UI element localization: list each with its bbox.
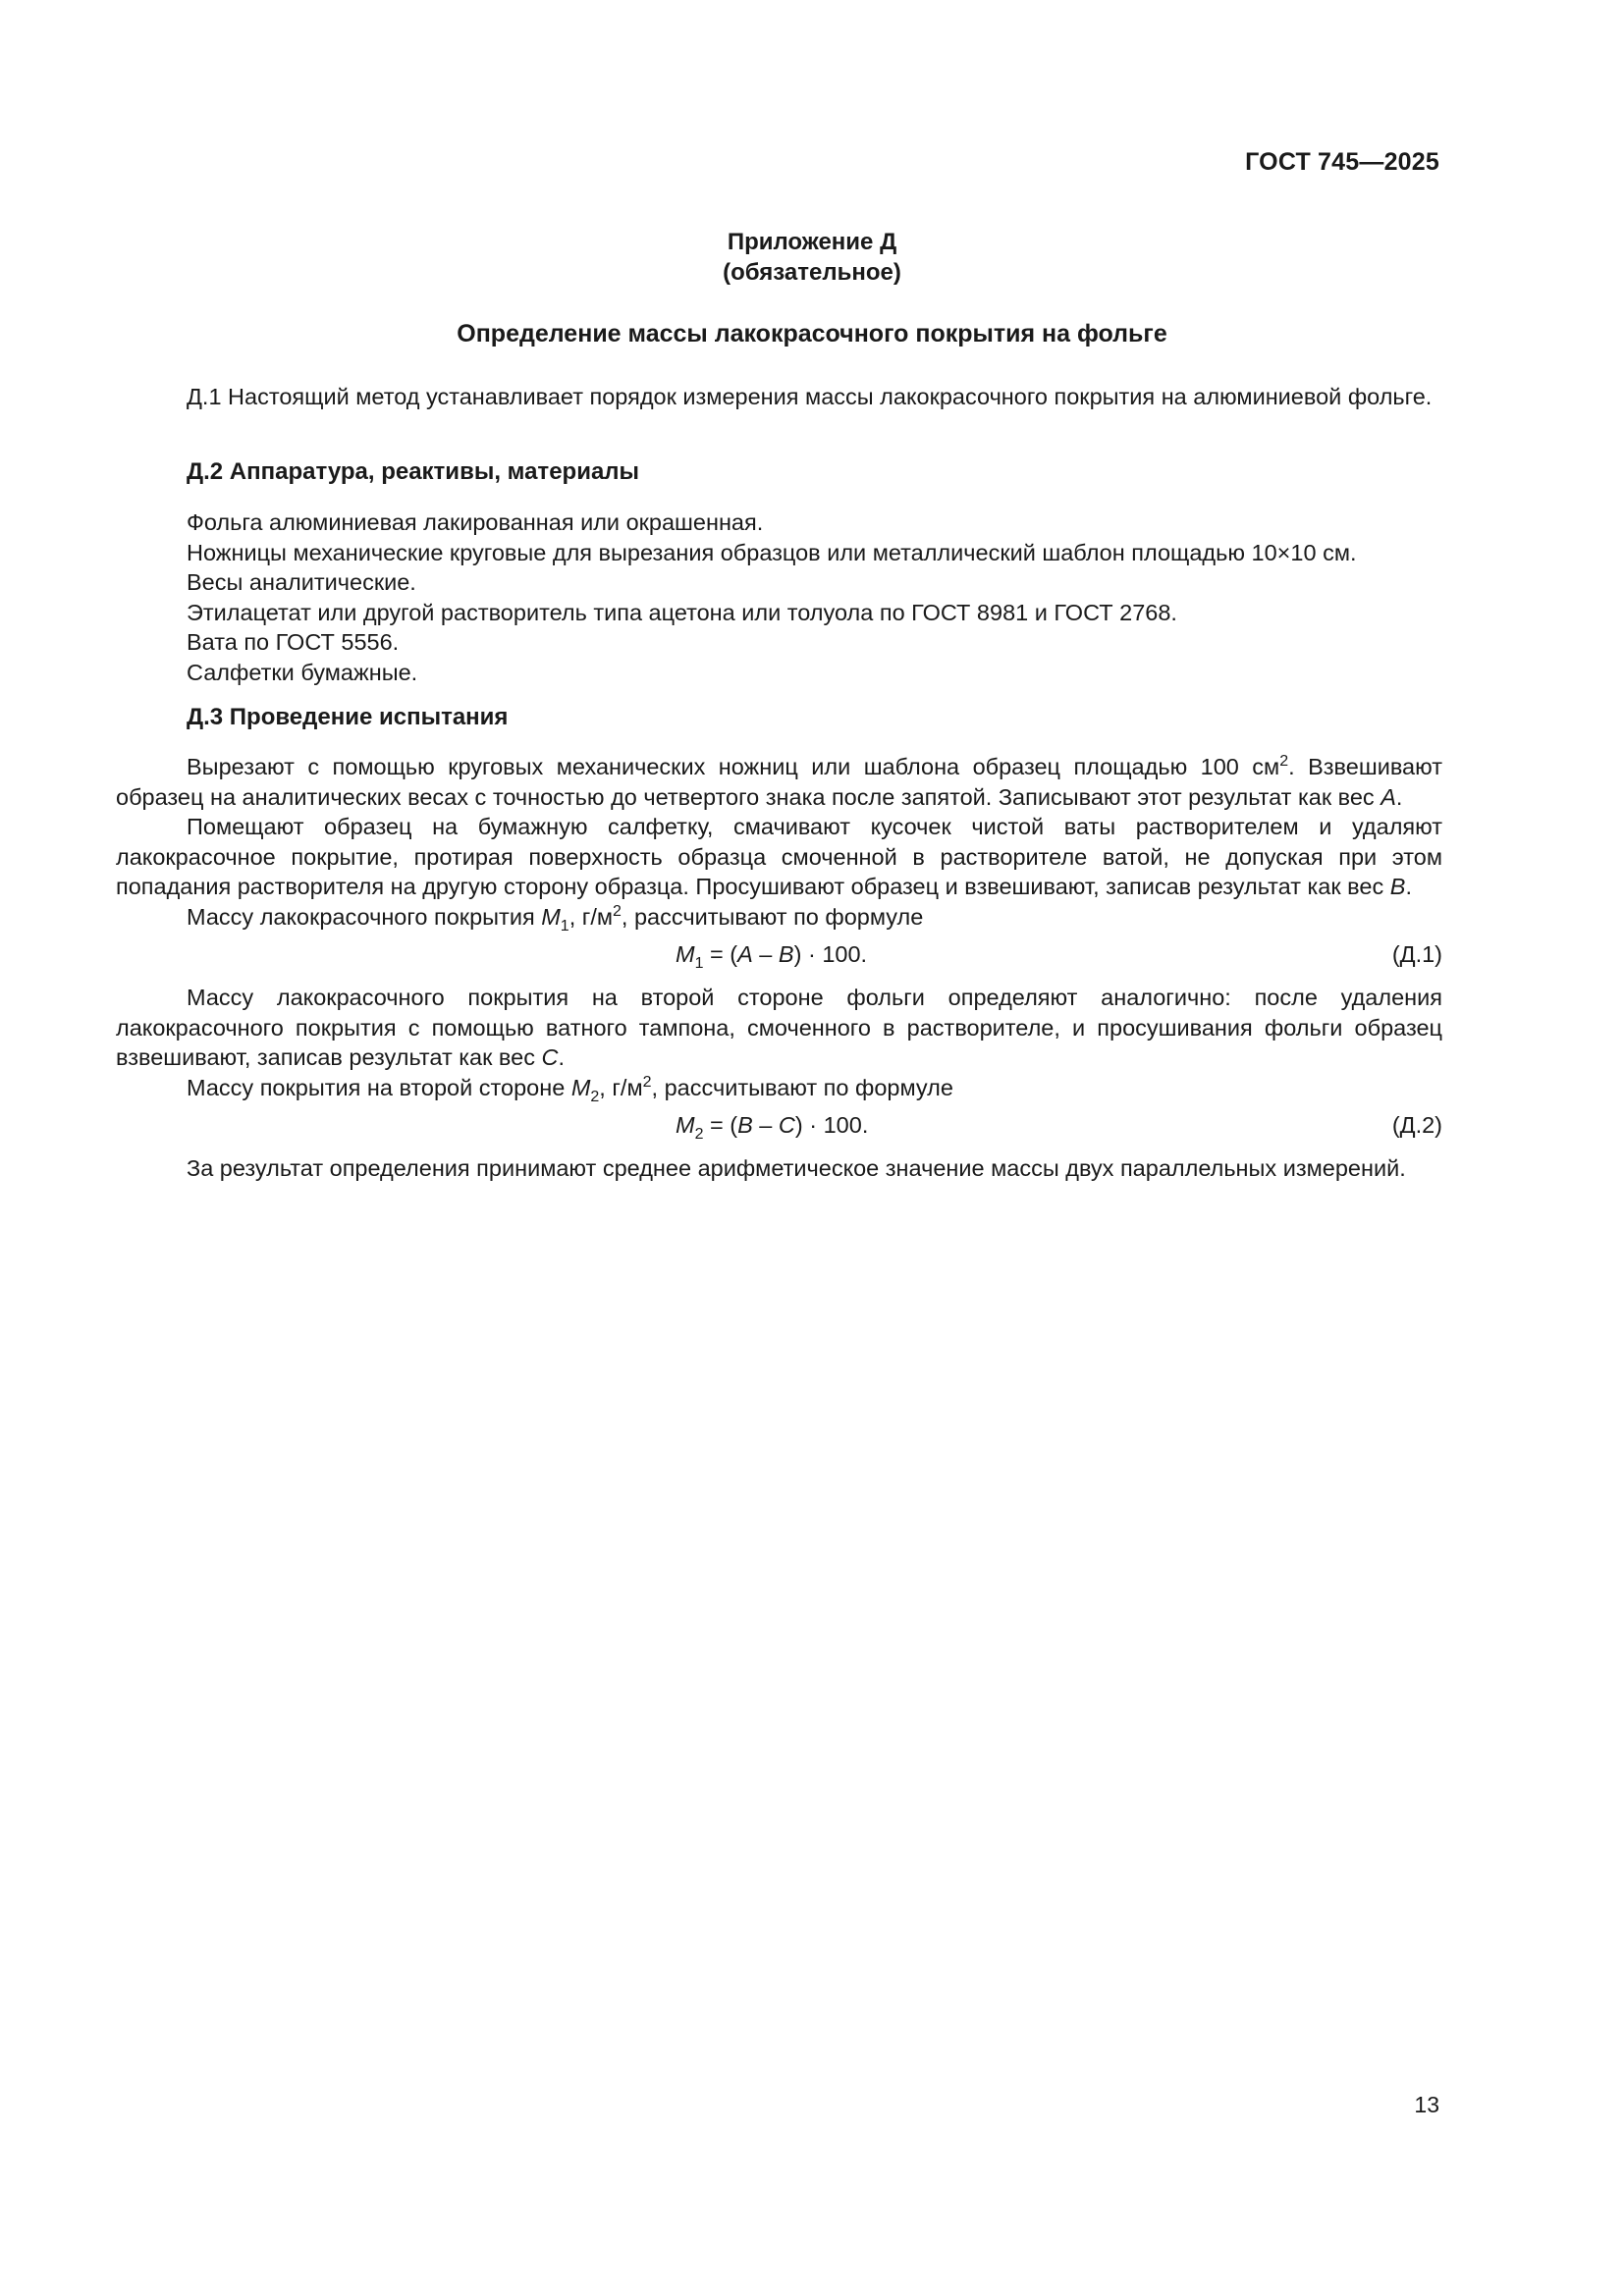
paragraph-second-side: Массу лакокрасочного покрытия на второй стороне фольги определяют аналогично: после удаления лакокрасочного покрытия с помощью ватного тампона, смоченного в растворителе, и просушивания фольги образец взвешивают, записав результат как вес С. bbox=[116, 985, 1442, 1070]
paragraph-formula2-intro: Массу покрытия на второй стороне $М_2$, $г/м^2$, рассчитывают по формуле bbox=[187, 1073, 953, 1105]
annex-status: (обязательное) bbox=[723, 259, 901, 286]
clause-d1 bbox=[116, 382, 1442, 412]
formula-d1-number: (Д.1) bbox=[1391, 941, 1442, 967]
formula-d2-expression: $М_2 = (В - С) \cdot 100$. bbox=[676, 1112, 869, 1143]
clause-d3-body bbox=[116, 752, 1442, 1184]
clause-d1-text: Д.1 Настоящий метод устанавливает порядок измерения массы лакокрасочного покрытия на алюминиевой фольге. bbox=[187, 384, 1433, 409]
paragraph-formula1-intro: Массу лакокрасочного покрытия $М_1$, $г/м^2$, рассчитывают по формуле bbox=[187, 902, 924, 934]
clause-d3-heading: Д.3 Проведение испытания bbox=[187, 704, 509, 730]
clause-d2 bbox=[116, 457, 1442, 488]
materials-list-item: Весы аналитические. bbox=[187, 569, 416, 595]
materials-list-item: Вата по ГОСТ 5556. bbox=[187, 629, 400, 655]
formula-d1 bbox=[116, 932, 1442, 977]
standard-code: ГОСТ 745—2025 bbox=[1245, 148, 1439, 176]
formula-d1-expression: $М_1 = (А - В) \cdot 100$. bbox=[676, 941, 868, 972]
formula-d2-number: (Д.2) bbox=[1391, 1112, 1442, 1138]
materials-list-item: Этилацетат или другой растворитель типа ацетона или толуола по ГОСТ 8981 и ГОСТ 2768. bbox=[187, 599, 1177, 625]
materials-list-item: Салфетки бумажные. bbox=[187, 659, 418, 685]
annex-heading: Определение массы лакокрасочного покрытия на фольге bbox=[457, 320, 1167, 347]
materials-list-item: Ножницы механические круговые для вырезания образцов или металлический шаблон площадью 10×10 см. bbox=[187, 539, 1357, 565]
annex-title: Приложение Д bbox=[727, 229, 897, 255]
materials-list bbox=[116, 507, 1442, 687]
page-number: 13 bbox=[1414, 2092, 1439, 2117]
paragraph-cut-sample: Вырезают с помощью круговых механических ножниц или шаблона образец площадью 100 $см^2$. Взвешивают образец на аналитических весах с точностью до четвертого знака после запятой. Записывают этот результат как вес А. bbox=[116, 753, 1442, 810]
clause-d2-heading: Д.2 Аппаратура, реактивы, материалы bbox=[187, 458, 640, 485]
paragraph-remove-coating: Помещают образец на бумажную салфетку, смачивают кусочек чистой ваты растворителем и удаляют лакокрасочное покрытие, протирая поверхность образца смоченной в растворителе ватой, не допуская при этом попадания растворителя на другую сторону образца. Просушивают образец и взвешивают, записав результат как вес В. bbox=[116, 814, 1442, 899]
paragraph-result: За результат определения принимают среднее арифметическое значение массы двух параллельных измерений. bbox=[187, 1155, 1406, 1181]
materials-list-item: Фольга алюминиевая лакированная или окрашенная. bbox=[187, 509, 764, 535]
clause-d3 bbox=[116, 703, 1442, 733]
formula-d2 bbox=[116, 1102, 1442, 1148]
